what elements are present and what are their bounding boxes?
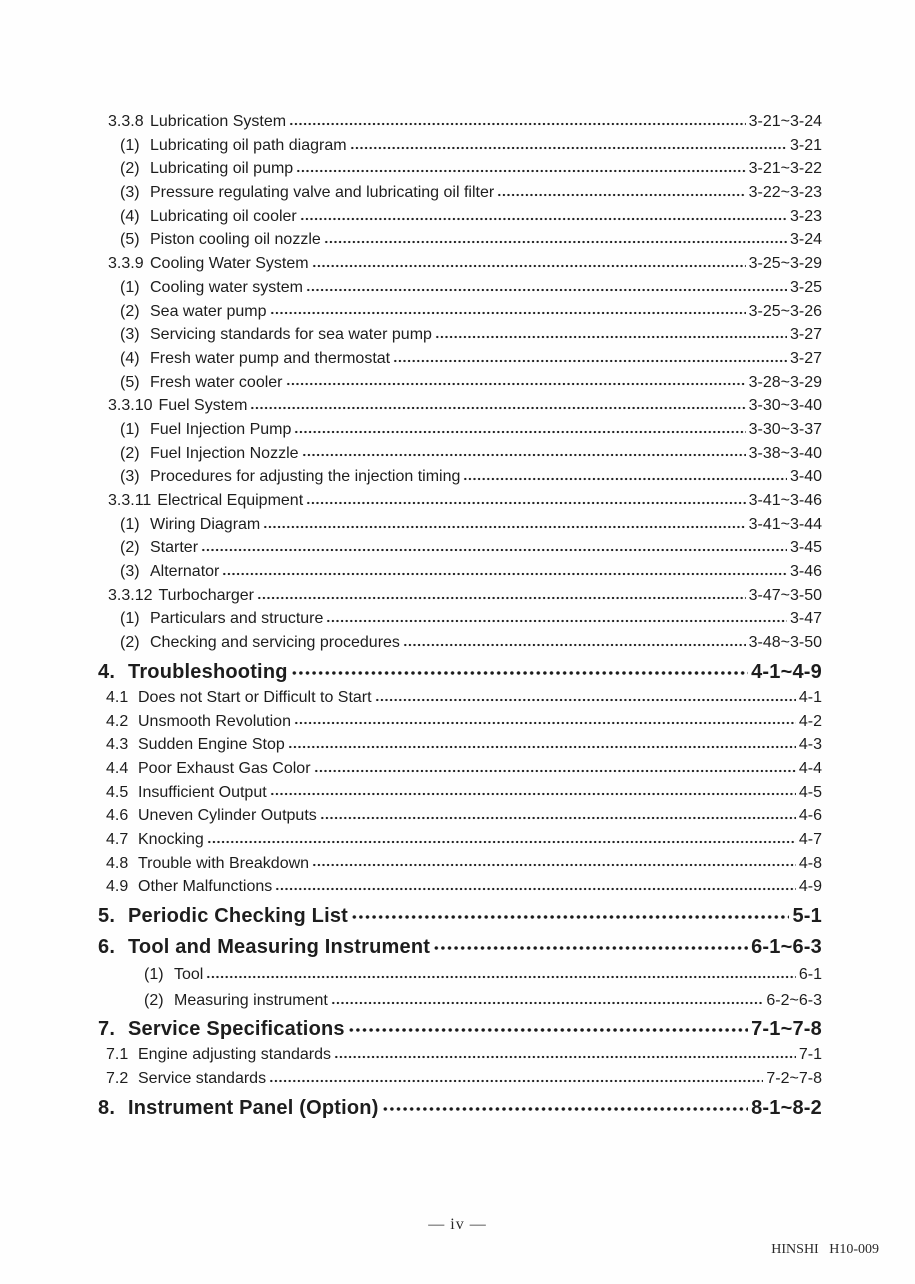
toc-entry-pages: 3-24 xyxy=(789,231,822,249)
dot-leader xyxy=(275,886,796,892)
dot-leader xyxy=(206,974,796,980)
dot-leader xyxy=(348,1026,748,1034)
toc-entry-number: 4.5 xyxy=(106,783,129,801)
toc-entry-pages: 4-7 xyxy=(798,830,822,848)
toc-entry-number: (2) xyxy=(120,634,140,652)
toc-entry-number: 3.3.10 xyxy=(108,397,153,415)
toc-row xyxy=(98,1094,822,1122)
toc-entry-title: Service standards xyxy=(138,1070,267,1088)
dot-leader xyxy=(334,1054,796,1060)
toc-entry-pages: 4-6 xyxy=(798,807,822,825)
toc-entry-title: Cooling water system xyxy=(150,278,303,296)
toc-row xyxy=(98,733,822,757)
toc-entry-number: 4.9 xyxy=(106,878,129,896)
toc-row xyxy=(98,110,822,134)
dot-leader xyxy=(302,452,746,458)
toc-row xyxy=(98,607,822,631)
dot-leader xyxy=(294,720,796,726)
dot-leader xyxy=(393,358,787,364)
toc-row xyxy=(98,1015,822,1043)
toc-entry-title: Electrical Equipment xyxy=(157,492,304,509)
toc-row xyxy=(98,989,822,1013)
dot-leader xyxy=(222,571,787,577)
footer-doc-code: HINSHI H10-009 xyxy=(771,1242,879,1257)
toc-entry-pages: 7-1~7-8 xyxy=(751,1018,822,1041)
toc-entry-title: Lubricating oil path diagram xyxy=(150,136,347,154)
dot-leader xyxy=(312,862,796,868)
toc-entry-pages: 3-21~3-22 xyxy=(748,160,822,178)
toc-entry-pages: 3-30~3-40 xyxy=(748,397,822,415)
toc-entry-title: Insufficient Output xyxy=(138,783,267,801)
toc-entry-pages: 3-47 xyxy=(789,610,822,628)
toc-entry-title: Fresh water pump and thermostat xyxy=(150,349,391,367)
toc-entry-title: Fuel System xyxy=(158,397,248,415)
dot-leader xyxy=(463,476,787,482)
toc-row xyxy=(98,1067,822,1091)
toc-entry-title: Unsmooth Revolution xyxy=(138,712,291,730)
dot-leader xyxy=(433,944,748,952)
dot-leader xyxy=(270,791,796,797)
toc-row xyxy=(98,181,822,205)
toc-entry-title: Lubricating oil cooler xyxy=(150,207,297,225)
dot-leader xyxy=(296,168,745,174)
toc-entry-pages: 3-41~3-46 xyxy=(748,492,822,509)
toc-entry-title: Pressure regulating valve and lubricating oil filter xyxy=(150,184,495,202)
dot-leader xyxy=(314,768,796,774)
toc-entry-title: Engine adjusting standards xyxy=(138,1046,332,1064)
toc-row xyxy=(98,442,822,466)
toc-entry-pages: 4-5 xyxy=(798,783,822,801)
toc-entry-number: 7.2 xyxy=(106,1070,129,1088)
toc-entry-pages: 3-21 xyxy=(789,136,822,154)
toc-row xyxy=(98,536,822,560)
dot-leader xyxy=(286,381,746,387)
toc-entry-number: 4.1 xyxy=(106,688,129,706)
toc-entry-title: Procedures for adjusting the injection timing xyxy=(150,468,461,486)
toc-entry-pages: 6-1 xyxy=(798,966,822,983)
toc-row xyxy=(98,157,822,181)
dot-leader xyxy=(382,1105,749,1113)
toc-row xyxy=(98,804,822,828)
toc-row xyxy=(98,631,822,655)
toc-entry-pages: 7-2~7-8 xyxy=(766,1070,822,1088)
toc-entry-pages: 3-25 xyxy=(789,278,822,296)
toc-entry-title: Sea water pump xyxy=(150,302,267,320)
toc-entry-number: (1) xyxy=(120,515,140,533)
toc-entry-number: (5) xyxy=(120,231,140,249)
toc-entry-pages: 4-1~4-9 xyxy=(751,660,822,683)
toc-entry-title: Particulars and structure xyxy=(150,610,324,628)
toc-entry-pages: 5-1 xyxy=(792,905,822,927)
toc-entry-pages: 3-27 xyxy=(789,349,822,367)
toc-entry-pages: 3-27 xyxy=(789,326,822,344)
toc-row xyxy=(98,276,822,300)
toc-entry-title: Fresh water cooler xyxy=(150,373,283,391)
toc-entry-number: (1) xyxy=(120,136,140,154)
toc-entry-pages: 3-22~3-23 xyxy=(748,184,822,202)
toc-row xyxy=(98,371,822,395)
dot-leader xyxy=(289,121,746,127)
dot-leader xyxy=(312,263,746,269)
toc-entry-number: 6. xyxy=(98,936,116,958)
toc-entry-title: Cooling Water System xyxy=(150,255,309,273)
toc-entry-title: Poor Exhaust Gas Color xyxy=(138,759,311,777)
toc-list xyxy=(98,110,822,1122)
dot-leader xyxy=(403,642,746,648)
toc-entry-number: (1) xyxy=(120,278,140,296)
toc-entry-title: Tool xyxy=(174,966,204,983)
toc-entry-number: 3.3.8 xyxy=(108,113,144,130)
dot-leader xyxy=(497,192,745,198)
toc-entry-pages: 7-1 xyxy=(798,1046,822,1064)
toc-entry-number: (3) xyxy=(120,563,140,581)
toc-entry-number: (5) xyxy=(120,373,140,391)
dot-leader xyxy=(201,547,787,553)
toc-entry-number: (2) xyxy=(144,991,164,1009)
toc-row xyxy=(98,323,822,347)
toc-entry-number: (2) xyxy=(120,444,140,462)
toc-entry-pages: 3-30~3-37 xyxy=(748,420,822,438)
dot-leader xyxy=(207,839,796,845)
toc-row xyxy=(98,902,822,930)
toc-entry-pages: 3-23 xyxy=(789,207,822,225)
toc-entry-title: Servicing standards for sea water pump xyxy=(150,326,432,344)
toc-entry-number: (1) xyxy=(144,966,164,983)
toc-entry-number: (2) xyxy=(120,302,140,320)
toc-entry-number: (2) xyxy=(120,160,140,178)
dot-leader xyxy=(350,145,787,151)
toc-entry-title: Periodic Checking List xyxy=(128,905,349,927)
toc-entry-pages: 3-41~3-44 xyxy=(748,515,822,533)
toc-entry-pages: 3-48~3-50 xyxy=(748,634,822,652)
toc-entry-title: Measuring instrument xyxy=(174,991,328,1009)
toc-row xyxy=(98,1043,822,1067)
toc-row xyxy=(98,252,822,276)
toc-entry-number: 8. xyxy=(98,1096,116,1119)
toc-row xyxy=(98,686,822,710)
toc-entry-title: Alternator xyxy=(150,563,220,581)
toc-row xyxy=(98,134,822,158)
toc-entry-title: Piston cooling oil nozzle xyxy=(150,231,321,249)
toc-entry-pages: 3-47~3-50 xyxy=(748,586,822,604)
toc-entry-number: (4) xyxy=(120,349,140,367)
footer-page-number: — iv — xyxy=(428,1216,487,1233)
toc-row xyxy=(98,933,822,961)
dot-leader xyxy=(294,429,745,435)
toc-row xyxy=(98,394,822,418)
toc-entry-pages: 3-45 xyxy=(789,539,822,557)
toc-row xyxy=(98,465,822,489)
toc-row xyxy=(98,205,822,229)
toc-row xyxy=(98,710,822,734)
toc-entry-pages: 3-28~3-29 xyxy=(748,373,822,391)
toc-entry-pages: 3-25~3-26 xyxy=(748,302,822,320)
toc-entry-title: Uneven Cylinder Outputs xyxy=(138,807,317,825)
toc-row xyxy=(98,852,822,876)
toc-row xyxy=(98,963,822,987)
toc-entry-pages: 3-21~3-24 xyxy=(748,113,822,130)
toc-row xyxy=(98,781,822,805)
dot-leader xyxy=(320,815,796,821)
toc-entry-number: 3.3.12 xyxy=(108,586,153,604)
toc-entry-title: Other Malfunctions xyxy=(138,878,273,896)
toc-entry-title: Knocking xyxy=(138,830,204,848)
toc-entry-number: 4.4 xyxy=(106,759,129,777)
toc-entry-number: 4. xyxy=(98,660,116,683)
toc-entry-title: Fuel Injection Nozzle xyxy=(150,444,299,462)
dot-leader xyxy=(331,1000,764,1006)
dot-leader xyxy=(306,287,787,293)
toc-entry-pages: 4-8 xyxy=(798,854,822,872)
toc-entry-number: 4.2 xyxy=(106,712,129,730)
dot-leader xyxy=(250,405,745,411)
toc-entry-number: 3.3.9 xyxy=(108,255,144,273)
toc-row xyxy=(98,757,822,781)
toc-entry-pages: 4-1 xyxy=(798,688,822,706)
toc-entry-number: 4.7 xyxy=(106,830,129,848)
toc-row xyxy=(98,228,822,252)
toc-entry-pages: 3-40 xyxy=(789,468,822,486)
toc-row xyxy=(98,418,822,442)
toc-entry-title: Does not Start or Difficult to Start xyxy=(138,688,372,706)
toc-row xyxy=(98,658,822,686)
dot-leader xyxy=(263,524,745,530)
toc-entry-pages: 6-1~6-3 xyxy=(751,936,822,958)
toc-row xyxy=(98,828,822,852)
toc-entry-number: 5. xyxy=(98,905,116,927)
toc-entry-number: 3.3.11 xyxy=(108,492,152,509)
toc-row xyxy=(98,489,822,513)
toc-entry-number: (4) xyxy=(120,207,140,225)
dot-leader xyxy=(306,500,745,506)
toc-row xyxy=(98,875,822,899)
toc-entry-title: Troubleshooting xyxy=(128,660,288,683)
toc-entry-number: (1) xyxy=(120,610,140,628)
toc-entry-title: Fuel Injection Pump xyxy=(150,420,292,438)
toc-entry-number: (2) xyxy=(120,539,140,557)
toc-entry-title: Tool and Measuring Instrument xyxy=(128,936,431,958)
toc-entry-number: (3) xyxy=(120,326,140,344)
toc-entry-number: (3) xyxy=(120,468,140,486)
dot-leader xyxy=(375,697,796,703)
dot-leader xyxy=(324,239,787,245)
dot-leader xyxy=(351,913,789,921)
toc-entry-number: (3) xyxy=(120,184,140,202)
toc-row xyxy=(98,347,822,371)
toc-entry-title: Checking and servicing procedures xyxy=(150,634,400,652)
toc-entry-pages: 4-3 xyxy=(798,736,822,754)
dot-leader xyxy=(326,618,787,624)
toc-entry-pages: 3-25~3-29 xyxy=(748,255,822,273)
dot-leader xyxy=(291,669,748,677)
toc-entry-title: Sudden Engine Stop xyxy=(138,736,285,754)
toc-row xyxy=(98,300,822,324)
toc-entry-title: Lubrication System xyxy=(150,113,287,130)
toc-entry-number: 7.1 xyxy=(106,1046,129,1064)
toc-row xyxy=(98,560,822,584)
dot-leader xyxy=(270,310,746,316)
toc-entry-pages: 4-4 xyxy=(798,759,822,777)
dot-leader xyxy=(435,334,787,340)
toc-entry-title: Trouble with Breakdown xyxy=(138,854,310,872)
toc-row xyxy=(98,584,822,608)
toc-entry-pages: 4-2 xyxy=(798,712,822,730)
toc-entry-pages: 6-2~6-3 xyxy=(766,991,822,1009)
dot-leader xyxy=(257,595,746,601)
toc-entry-title: Lubricating oil pump xyxy=(150,160,294,178)
toc-entry-number: 4.3 xyxy=(106,736,129,754)
toc-entry-title: Starter xyxy=(150,539,199,557)
dot-leader xyxy=(288,744,796,750)
toc-row xyxy=(98,513,822,537)
toc-entry-pages: 8-1~8-2 xyxy=(751,1096,822,1119)
toc-entry-number: (1) xyxy=(120,420,140,438)
toc-entry-pages: 4-9 xyxy=(798,878,822,896)
toc-entry-title: Service Specifications xyxy=(128,1018,345,1041)
toc-entry-number: 4.8 xyxy=(106,854,129,872)
dot-leader xyxy=(269,1078,763,1084)
toc-entry-pages: 3-38~3-40 xyxy=(748,444,822,462)
toc-entry-title: Wiring Diagram xyxy=(150,515,261,533)
toc-entry-number: 4.6 xyxy=(106,807,129,825)
toc-entry-number: 7. xyxy=(98,1018,116,1041)
toc-entry-title: Turbocharger xyxy=(158,586,254,604)
toc-entry-pages: 3-46 xyxy=(789,563,822,581)
toc-entry-title: Instrument Panel (Option) xyxy=(128,1096,379,1119)
dot-leader xyxy=(300,216,787,222)
